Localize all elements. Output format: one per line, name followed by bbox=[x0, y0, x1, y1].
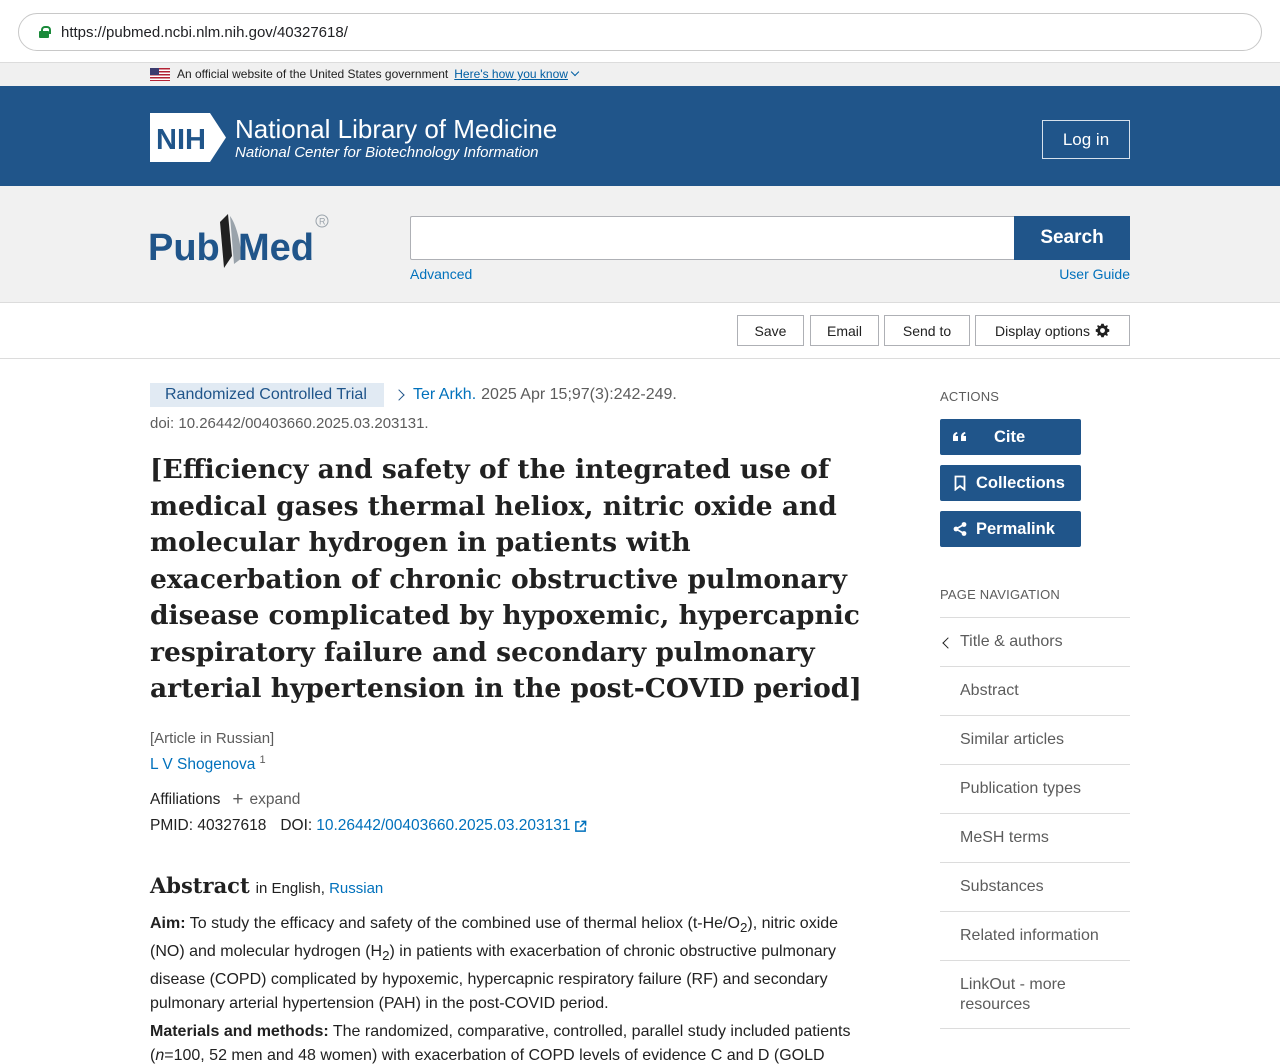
search-input[interactable] bbox=[410, 216, 1015, 260]
quote-icon bbox=[952, 429, 968, 445]
nav-item-abstract[interactable]: Abstract bbox=[940, 666, 1130, 715]
chevron-down-icon bbox=[571, 68, 579, 76]
heres-how-you-know-link[interactable]: Here's how you know bbox=[454, 67, 578, 81]
collections-button[interactable] bbox=[940, 465, 1081, 501]
page-navigation-label: PAGE NAVIGATION bbox=[940, 587, 1061, 602]
nav-item-substances[interactable]: Substances bbox=[940, 862, 1130, 911]
pubmed-logo[interactable] bbox=[148, 210, 333, 274]
display-options-label: Display options bbox=[995, 322, 1090, 339]
journal-link[interactable]: Ter Arkh. bbox=[413, 386, 477, 403]
send-to-button[interactable]: Send to bbox=[884, 315, 970, 346]
permalink-button[interactable] bbox=[940, 511, 1081, 547]
nav-item-publication-types[interactable]: Publication types bbox=[940, 764, 1130, 813]
nav-item-similar-articles[interactable]: Similar articles bbox=[940, 715, 1130, 764]
gov-banner bbox=[0, 63, 1280, 86]
url-text[interactable]: https://pubmed.ncbi.nlm.nih.gov/40327618/ bbox=[61, 23, 348, 41]
lock-icon bbox=[39, 26, 49, 38]
plus-icon: + bbox=[232, 789, 244, 810]
nlm-title[interactable]: National Library of Medicine bbox=[235, 114, 558, 144]
publication-type-badge: Randomized Controlled Trial bbox=[150, 383, 384, 407]
abstract-aim: Aim: To study the efficacy and safety of the combined use of thermal heliox $(t-He/O_2)$, nitric oxide (NO) and molecular hydrogen $(H_2)$ in patients with exacerbation of chronic obstructive pulmonary disease (COPD) complicated by hypoxemic, hypercapnic respiratory failure (RF) and secondary pulmonary arterial hypertension (PAH) in the post-COVID period. bbox=[150, 915, 839, 1013]
article-title: [Efficiency and safety of the integrated use of medical gases thermal heliox, nitric oxide and molecular hydrogen in patients with exacerbation of chronic obstructive pulmonary disease complicated by hypoxemic, hypercapnic respiratory failure and secondary pulmonary arterial hypertension in the post-COVID period] bbox=[150, 454, 862, 704]
chevron-left-icon bbox=[942, 637, 953, 648]
affiliation-number: 1 bbox=[259, 754, 266, 766]
bookmark-icon bbox=[952, 475, 968, 491]
nav-item-mesh-terms[interactable]: MeSH terms bbox=[940, 813, 1130, 862]
display-options-button[interactable] bbox=[975, 315, 1130, 346]
nav-item-related-information[interactable]: Related information bbox=[940, 911, 1130, 960]
pmid-label: PMID: 40327618 bbox=[150, 817, 267, 834]
cite-label: Cite bbox=[994, 427, 1026, 446]
svg-text:Med: Med bbox=[238, 227, 314, 269]
chevron-right-icon bbox=[393, 389, 404, 400]
abstract-methods: Materials and methods: The randomized, comparative, controlled, parallel study included patients (n=100, 52 men and 48 women) with exacerbation of COPD levels of evidence C and D (GOLD bbox=[150, 1023, 851, 1064]
citation-text: 2025 Apr 15;97(3):242-249. bbox=[481, 386, 677, 403]
gov-banner-text: An official website of the United States government bbox=[177, 67, 449, 81]
svg-text:NIH: NIH bbox=[156, 124, 206, 156]
nav-item-title-authors[interactable]: Title & authors bbox=[940, 617, 1130, 666]
language-note: [Article in Russian] bbox=[150, 730, 275, 747]
search-button[interactable]: Search bbox=[1014, 216, 1130, 260]
actions-label: ACTIONS bbox=[940, 389, 1000, 404]
us-flag-icon bbox=[150, 68, 170, 81]
expand-label: expand bbox=[249, 790, 301, 808]
address-bar[interactable] bbox=[18, 13, 1262, 51]
author-link[interactable]: L V Shogenova $^1$ bbox=[150, 754, 266, 774]
nih-logo[interactable] bbox=[150, 113, 228, 162]
affiliations-label: Affiliations bbox=[150, 790, 221, 808]
nav-item-linkout[interactable]: LinkOut - more resources bbox=[940, 960, 1130, 1029]
cite-button[interactable] bbox=[940, 419, 1081, 455]
doi-link[interactable]: 10.26442/00403660.2025.03.203131 bbox=[316, 817, 571, 834]
svg-text:R: R bbox=[319, 216, 326, 227]
user-guide-link[interactable]: User Guide bbox=[1059, 266, 1130, 282]
article-ids bbox=[150, 817, 587, 835]
gear-icon bbox=[1095, 323, 1110, 338]
advanced-search-link[interactable]: Advanced bbox=[410, 266, 473, 282]
search-band bbox=[0, 186, 1280, 303]
save-button[interactable]: Save bbox=[737, 315, 804, 346]
svg-text:Pub: Pub bbox=[148, 227, 220, 269]
collections-label: Collections bbox=[976, 473, 1065, 492]
article-toolbar bbox=[0, 303, 1280, 359]
abstract-heading bbox=[150, 873, 383, 898]
share-icon bbox=[952, 521, 968, 537]
abstract-languages: in English, Russian bbox=[255, 880, 384, 897]
external-link-icon bbox=[574, 820, 587, 833]
doi-label: DOI: bbox=[280, 817, 313, 834]
email-button[interactable]: Email bbox=[810, 315, 879, 346]
journal-citation bbox=[393, 386, 677, 404]
doi-line: doi: 10.26442/00403660.2025.03.203131. bbox=[150, 415, 429, 432]
affiliations-toggle[interactable] bbox=[150, 790, 300, 809]
nlm-subtitle: National Center for Biotechnology Information bbox=[235, 144, 539, 161]
nlm-header bbox=[0, 86, 1280, 186]
permalink-label: Permalink bbox=[976, 519, 1055, 538]
abstract-title: Abstract bbox=[150, 873, 250, 898]
page-navigation-list bbox=[940, 617, 1130, 1029]
browser-toolbar bbox=[0, 0, 1280, 63]
russian-link[interactable]: Russian bbox=[329, 880, 384, 897]
login-button[interactable]: Log in bbox=[1042, 120, 1130, 159]
